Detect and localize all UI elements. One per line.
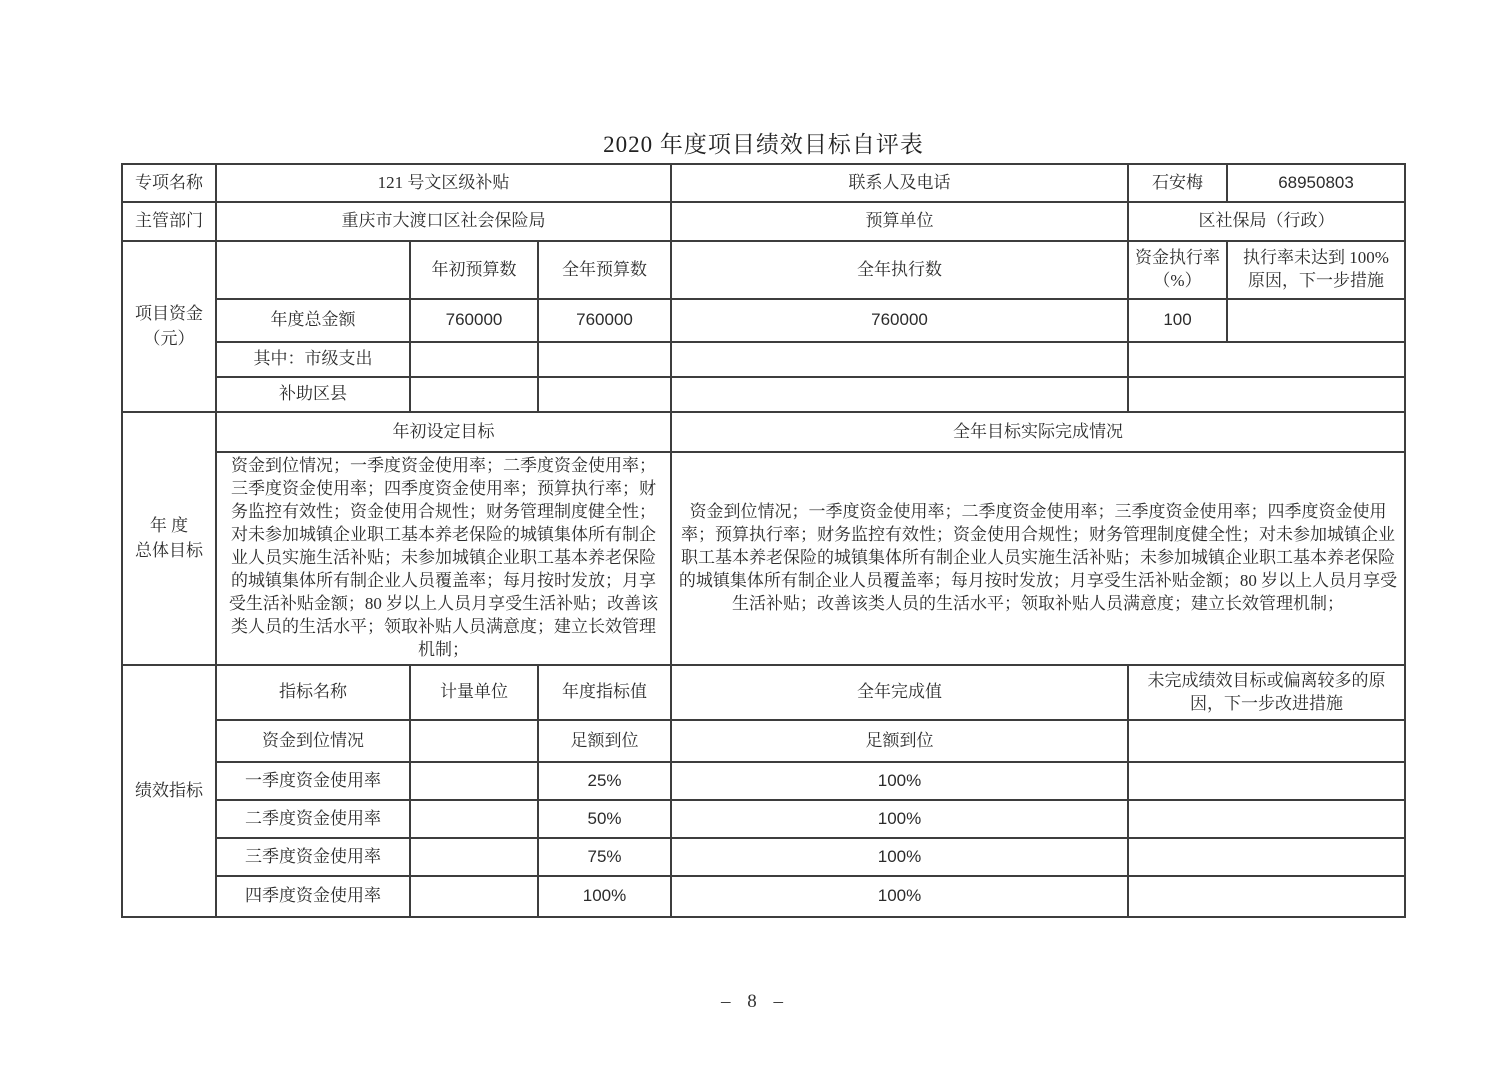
indicator-target: 100%: [538, 876, 671, 917]
page-title: 2020 年度项目绩效目标自评表: [603, 132, 924, 157]
fund-city-annual-budget: [538, 342, 671, 377]
contact-name: 石安梅: [1128, 164, 1227, 202]
fund-city-label: 其中：市级支出: [216, 342, 410, 377]
col-execution-reason: 执行率未达到 100% 原因，下一步措施: [1227, 241, 1405, 299]
goal-initial-header: 年初设定目标: [216, 412, 671, 452]
indicator-target: 50%: [538, 800, 671, 838]
fund-county-annual-execution: [671, 377, 1128, 412]
col-indicator-name: 指标名称: [216, 665, 410, 720]
indicator-unit: [410, 838, 538, 876]
department-label: 主管部门: [122, 202, 216, 241]
indicator-actual: 100%: [671, 876, 1128, 917]
col-indicator-unit: 计量单位: [410, 665, 538, 720]
budget-unit-label: 预算单位: [671, 202, 1128, 241]
goal-actual-header: 全年目标实际完成情况: [671, 412, 1405, 452]
col-indicator-target: 年度指标值: [538, 665, 671, 720]
fund-total-annual-budget: 760000: [538, 299, 671, 342]
funds-section-line1: 项目资金: [135, 303, 203, 323]
goal-section-label: [122, 412, 216, 665]
col-indicator-reason: 未完成绩效目标或偏离较多的原因，下一步改进措施: [1128, 665, 1405, 720]
indicator-unit: [410, 720, 538, 762]
fund-county-rate-reason: [1128, 377, 1405, 412]
col-execution-rate: 资金执行率（%）: [1128, 241, 1227, 299]
goal-section-line2: 总体目标: [135, 540, 203, 560]
indicator-name: 二季度资金使用率: [216, 800, 410, 838]
indicator-row: [122, 876, 1405, 917]
fund-total-reason: [1227, 299, 1405, 342]
fund-city-initial-budget: [410, 342, 538, 377]
indicator-target: 25%: [538, 762, 671, 800]
indicator-target: 足额到位: [538, 720, 671, 762]
col-indicator-actual: 全年完成值: [671, 665, 1128, 720]
goal-actual-text: 资金到位情况；一季度资金使用率；二季度资金使用率；三季度资金使用率；四季度资金使用率；预算执行率；财务监控有效性；资金使用合规性；财务管理制度健全性；对未参加城镇企业职工基本养老保险的城镇集体所有制企业人员实施生活补贴；未参加城镇企业职工基本养老保险的城镇集体所有制企业人员覆盖率；每月按时发放；月享受生活补贴金额；80 岁以上人员月享受生活补贴；改善该类人员的生活水平；领取补贴人员满意度；建立长效管理机制；: [671, 452, 1405, 665]
contact-label: 联系人及电话: [671, 164, 1128, 202]
indicators-section-label: 绩效指标: [122, 665, 216, 917]
indicator-actual: 100%: [671, 762, 1128, 800]
fund-city-annual-execution: [671, 342, 1128, 377]
indicator-actual: 100%: [671, 838, 1128, 876]
indicator-reason: [1128, 838, 1405, 876]
indicator-name: 三季度资金使用率: [216, 838, 410, 876]
funds-section-label: [122, 241, 216, 412]
fund-total-annual-execution: 760000: [671, 299, 1128, 342]
funds-blank-header-cell: [216, 241, 410, 299]
project-name-value: 121 号文区级补贴: [216, 164, 671, 202]
fund-county-label: 补助区县: [216, 377, 410, 412]
indicator-actual: 足额到位: [671, 720, 1128, 762]
indicator-row: [122, 762, 1405, 800]
indicator-row: [122, 720, 1405, 762]
indicator-reason: [1128, 800, 1405, 838]
fund-city-rate-reason: [1128, 342, 1405, 377]
fund-total-label: 年度总金额: [216, 299, 410, 342]
project-name-label: 专项名称: [122, 164, 216, 202]
department-value: 重庆市大渡口区社会保险局: [216, 202, 671, 241]
indicator-reason: [1128, 720, 1405, 762]
col-annual-execution: 全年执行数: [671, 241, 1128, 299]
funds-section-line2: （元）: [143, 328, 195, 348]
indicator-reason: [1128, 762, 1405, 800]
indicator-unit: [410, 800, 538, 838]
col-annual-budget: 全年预算数: [538, 241, 671, 299]
fund-total-execution-rate: 100: [1128, 299, 1227, 342]
indicator-target: 75%: [538, 838, 671, 876]
performance-table: [121, 163, 1406, 918]
goal-section-line1: 年 度: [149, 515, 189, 535]
indicator-reason: [1128, 876, 1405, 917]
page-number: – 8 –: [721, 991, 789, 1012]
fund-county-annual-budget: [538, 377, 671, 412]
indicator-name: 一季度资金使用率: [216, 762, 410, 800]
indicator-name: 资金到位情况: [216, 720, 410, 762]
indicator-row: [122, 838, 1405, 876]
indicator-unit: [410, 762, 538, 800]
indicator-actual: 100%: [671, 800, 1128, 838]
indicator-name: 四季度资金使用率: [216, 876, 410, 917]
indicator-row: [122, 800, 1405, 838]
col-initial-budget: 年初预算数: [410, 241, 538, 299]
contact-phone: 68950803: [1227, 164, 1405, 202]
budget-unit-value: 区社保局（行政）: [1128, 202, 1405, 241]
goal-initial-text: 资金到位情况；一季度资金使用率；二季度资金使用率；三季度资金使用率；四季度资金使用率；预算执行率；财务监控有效性；资金使用合规性；财务管理制度健全性；对未参加城镇企业职工基本养老保险的城镇集体所有制企业人员实施生活补贴；未参加城镇企业职工基本养老保险的城镇集体所有制企业人员覆盖率；每月按时发放；月享受生活补贴金额；80 岁以上人员月享受生活补贴；改善该类人员的生活水平；领取补贴人员满意度；建立长效管理机制；: [216, 452, 671, 665]
indicator-unit: [410, 876, 538, 917]
fund-total-initial-budget: 760000: [410, 299, 538, 342]
fund-county-initial-budget: [410, 377, 538, 412]
